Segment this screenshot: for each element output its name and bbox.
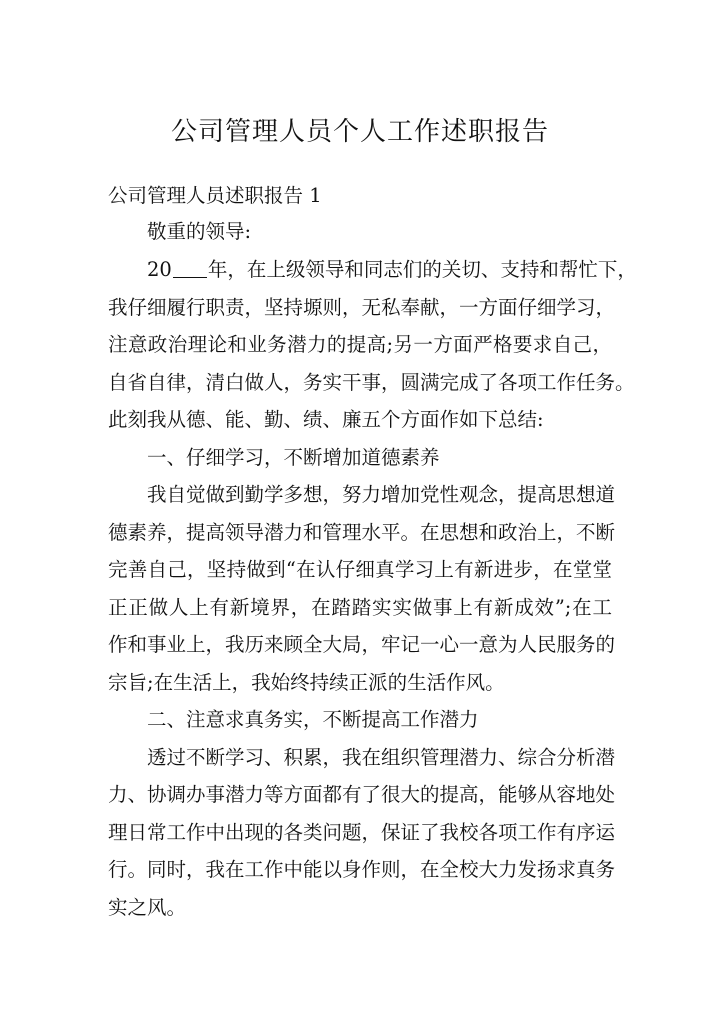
paragraph2-line: 完善自己，坚持做到“在认仔细真学习上有新进步，在堂堂: [108, 558, 612, 581]
section-heading-1: 一、仔细学习，不断增加道德素养: [147, 446, 440, 469]
paragraph1-line3: 注意政治理论和业务潜力的提高;另一方面严格要求自己，: [108, 333, 612, 356]
paragraph1-line5: 此刻我从德、能、勤、绩、廉五个方面作如下总结:: [108, 408, 544, 431]
paragraph3-line: 透过不断学习、积累，我在组织管理潜力、综合分析潜: [147, 746, 616, 769]
paragraph1-line1: [147, 252, 637, 288]
paragraph3-line: 实之风。: [108, 896, 187, 919]
paragraph3-line: 理日常工作中出现的各类问题，保证了我校各项工作有序运: [108, 821, 616, 844]
paragraph3-line: 力、协调办事潜力等方面都有了很大的提高，能够从容地处: [108, 783, 616, 806]
greeting: 敬重的领导:: [147, 220, 252, 243]
paragraph2-line: 正正做人上有新境界，在踏踏实实做事上有新成效”;在工: [108, 596, 612, 619]
paragraph2-line: 作和事业上，我历来顾全大局，牢记一心一意为人民服务的: [108, 633, 616, 656]
year-prefix: 20: [147, 258, 172, 281]
paragraph2-line: 宗旨;在生活上，我始终持续正派的生活作风。: [108, 671, 505, 694]
year-blank: [173, 257, 207, 278]
paragraph1-line4: 自省自律，清白做人，务实干事，圆满完成了各项工作任务。: [108, 371, 635, 394]
paragraph1-line1-text: 年，在上级领导和同志们的关切、支持和帮忙下，: [207, 258, 637, 281]
document-title: 公司管理人员个人工作述职报告: [170, 117, 549, 147]
report-subtitle: 公司管理人员述职报告 1: [108, 184, 322, 207]
paragraph3-line: 行。同时，我在工作中能以身作则，在全校大力发扬求真务: [108, 858, 616, 881]
paragraph1-line2: 我仔细履行职责，坚持塬则，无私奉献，一方面仔细学习，: [108, 296, 616, 319]
paragraph2-line: 我自觉做到勤学多想，努力增加党性观念，提高思想道: [147, 483, 616, 506]
section-heading-2: 二、注意求真务实，不断提高工作潜力: [147, 708, 479, 731]
paragraph2-line: 德素养，提高领导潜力和管理水平。在思想和政治上，不断: [108, 521, 616, 544]
